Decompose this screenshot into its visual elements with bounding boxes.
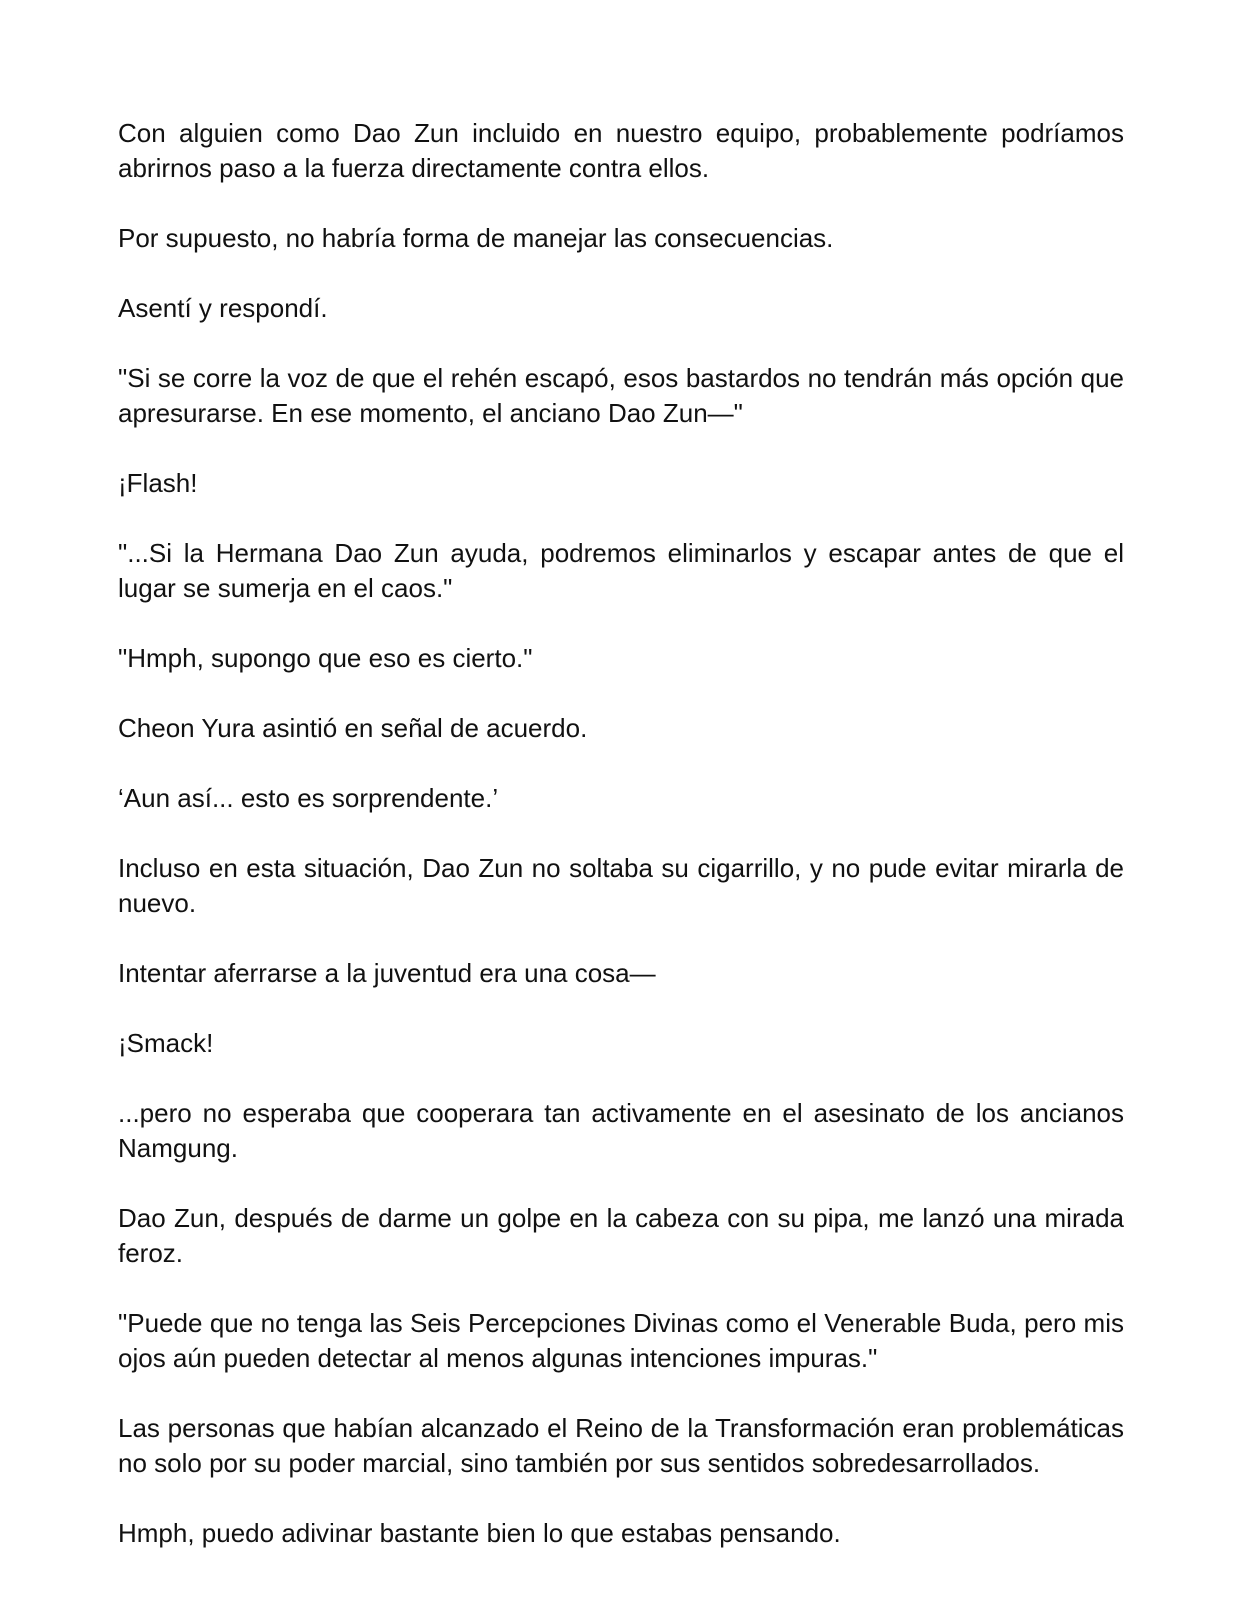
paragraph: "Puede que no tenga las Seis Percepciones Divinas como el Venerable Buda, pero mis ojos aún pueden detectar al menos algunas intenciones impuras." [118, 1308, 1124, 1373]
paragraph: "...Si la Hermana Dao Zun ayuda, podremos eliminarlos y escapar antes de que el lugar se sumerja en el caos." [118, 538, 1124, 603]
paragraph: Hmph, puedo adivinar bastante bien lo que estabas pensando. [118, 1518, 841, 1548]
paragraph: ‘Aun así... esto es sorprendente.’ [118, 783, 499, 813]
paragraph: Asentí y respondí. [118, 293, 328, 323]
paragraph: Intentar aferrarse a la juventud era una cosa— [118, 958, 656, 988]
paragraph: Cheon Yura asintió en señal de acuerdo. [118, 713, 588, 743]
paragraph: ...pero no esperaba que cooperara tan activamente en el asesinato de los ancianos Namgung. [118, 1098, 1124, 1163]
paragraph: ¡Flash! [118, 468, 198, 498]
paragraph: "Hmph, supongo que eso es cierto." [118, 643, 533, 673]
paragraph: ¡Smack! [118, 1028, 214, 1058]
paragraph: "Si se corre la voz de que el rehén escapó, esos bastardos no tendrán más opción que apresurarse. En ese momento, el anciano Dao Zun—" [118, 363, 1124, 428]
paragraph: Por supuesto, no habría forma de manejar las consecuencias. [118, 223, 834, 253]
paragraph: Las personas que habían alcanzado el Reino de la Transformación eran problemáticas no solo por su poder marcial, sino también por sus sentidos sobredesarrollados. [118, 1413, 1124, 1478]
paragraph: Con alguien como Dao Zun incluido en nuestro equipo, probablemente podríamos abrirnos paso a la fuerza directamente contra ellos. [118, 118, 1124, 183]
paragraph: Incluso en esta situación, Dao Zun no soltaba su cigarrillo, y no pude evitar mirarla de nuevo. [118, 853, 1124, 918]
paragraph: Dao Zun, después de darme un golpe en la cabeza con su pipa, me lanzó una mirada feroz. [118, 1203, 1124, 1268]
document-page [118, 116, 1124, 1551]
